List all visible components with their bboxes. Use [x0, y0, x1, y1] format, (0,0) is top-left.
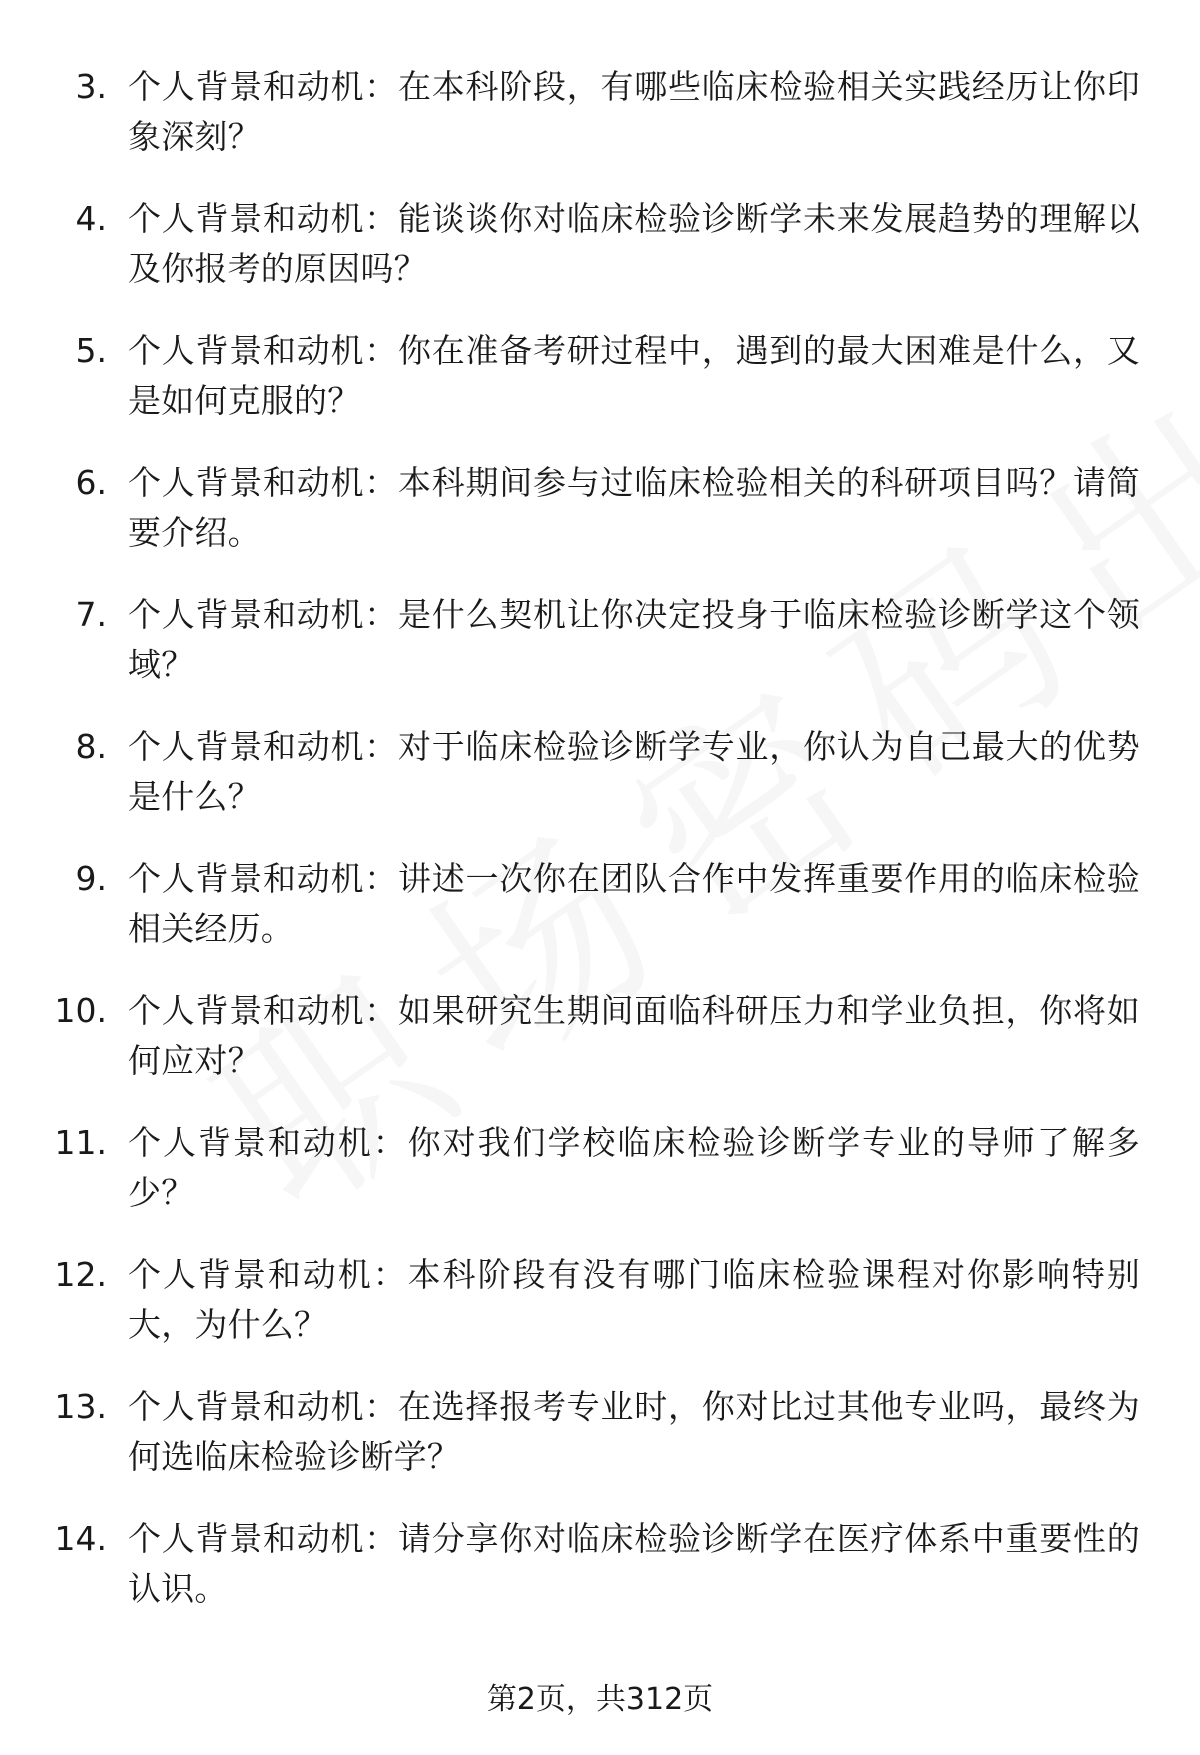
question-number: 13. — [54, 1387, 107, 1426]
question-text: 个人背景和动机：能谈谈你对临床检验诊断学未来发展趋势的理解以及你报考的原因吗？ — [128, 199, 1140, 288]
question-list — [0, 62, 1200, 1646]
question-text: 个人背景和动机：是什么契机让你决定投身于临床检验诊断学这个领域？ — [128, 595, 1140, 684]
question-text: 个人背景和动机：如果研究生期间面临科研压力和学业负担，你将如何应对？ — [128, 991, 1140, 1080]
question-number: 9. — [75, 859, 107, 898]
question-number: 7. — [75, 595, 107, 634]
list-item — [0, 722, 1200, 854]
question-number: 12. — [54, 1255, 107, 1294]
question-text: 个人背景和动机：本科期间参与过临床检验相关的科研项目吗？请简要介绍。 — [128, 463, 1140, 552]
list-item — [0, 1514, 1200, 1646]
list-item — [0, 1382, 1200, 1514]
question-text: 个人背景和动机：你在准备考研过程中，遇到的最大困难是什么，又是如何克服的？ — [128, 331, 1140, 420]
list-item — [0, 590, 1200, 722]
question-number: 14. — [54, 1519, 107, 1558]
list-item — [0, 1250, 1200, 1382]
question-number: 10. — [54, 991, 107, 1030]
list-item — [0, 194, 1200, 326]
question-text: 个人背景和动机：讲述一次你在团队合作中发挥重要作用的临床检验相关经历。 — [128, 859, 1140, 948]
question-text: 个人背景和动机：对于临床检验诊断学专业，你认为自己最大的优势是什么？ — [128, 727, 1140, 816]
list-item — [0, 62, 1200, 194]
list-item — [0, 854, 1200, 986]
question-number: 5. — [75, 331, 107, 370]
question-number: 4. — [75, 199, 107, 238]
question-text: 个人背景和动机：在本科阶段，有哪些临床检验相关实践经历让你印象深刻？ — [128, 67, 1140, 156]
question-number: 3. — [75, 67, 107, 106]
question-text: 个人背景和动机：本科阶段有没有哪门临床检验课程对你影响特别大，为什么？ — [128, 1255, 1140, 1344]
question-number: 6. — [75, 463, 107, 502]
question-number: 8. — [75, 727, 107, 766]
list-item — [0, 986, 1200, 1118]
page-footer: 第2页，共312页 — [486, 1682, 714, 1717]
list-item — [0, 1118, 1200, 1250]
question-text: 个人背景和动机：请分享你对临床检验诊断学在医疗体系中重要性的认识。 — [128, 1519, 1140, 1608]
list-item — [0, 458, 1200, 590]
question-text: 个人背景和动机：你对我们学校临床检验诊断学专业的导师了解多少？ — [128, 1123, 1140, 1212]
question-text: 个人背景和动机：在选择报考专业时，你对比过其他专业吗，最终为何选临床检验诊断学？ — [128, 1387, 1140, 1476]
question-number: 11. — [54, 1123, 107, 1162]
list-item — [0, 326, 1200, 458]
